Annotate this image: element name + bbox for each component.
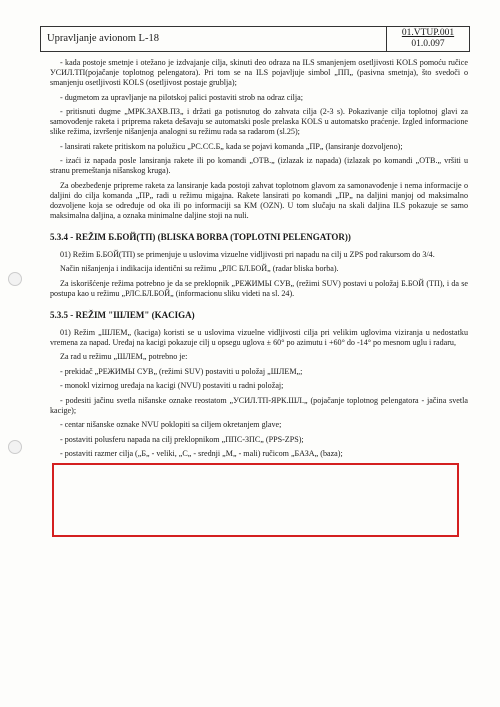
paragraph: - pritisnuti dugme „МРК.ЗАХВ.ПЗ„ i držati ga potisnutog do zahvata cilja (2-3 s). Pokazivanje cilja toplotnoj glavi za samovođenje raketa i priprema raketa dešavaju se automatski posle prelaska KOLS u automatsko praćenje. Izgled informacione slike režima, izvršenje nišanjenja analogni su režimu rada sa radarom (sl.25);: [50, 107, 468, 136]
paragraph: - prekidač „РЕЖИМЫ СУВ„ (režimi SUV) postaviti u položaj „ШЛЕМ„;: [60, 366, 303, 376]
paragraph: 01) Režim Б.БОЙ(ТП) se primenjuje u uslovima vizuelne vidljivosti pri napadu na cilj u ZPS pod rakursom do 3/4.: [60, 249, 435, 259]
paragraph: Način nišanjenja i indikacija identični su režimu „РЛС БЛ.БОЙ„ (radar bliska borba).: [60, 264, 339, 273]
page-header: [40, 26, 470, 52]
document-title: Upravljanje avionom L-18: [47, 33, 159, 44]
punch-hole: [8, 440, 22, 454]
paragraph: Za rad u režimu „ШЛЕМ„ potrebno je:: [60, 352, 188, 361]
section-heading: 5.3.4 - REŽIM Б.БОЙ(ТП) (BLISKA BORBA (TOPLOTNI PELENGATOR)): [50, 231, 351, 242]
paragraph: Za iskorišćenje režima potrebno je da se preklopnik „РЕЖИМЫ СУВ„ (režimi SUV) postavi u položaj Б.БОЙ (ТП), i da se postupa kao u režimu „РЛС.БЛ.БОЙ„ (informacionu sliku videti na sl. 24).: [50, 278, 468, 298]
paragraph: - postaviti polusferu napada na cilj preklopnikom „ППС-ЗПС„ (PPS-ZPS);: [60, 434, 304, 444]
paragraph: - podesiti jačinu svetla nišanske oznake reostatom „УСИЛ.ТП-ЯРК.ШЛ.„ (pojačanje toplotnog pelengatora - jačina svetla kacige);: [50, 395, 468, 415]
punch-hole: [8, 272, 22, 286]
paragraph: 01) Režim „ШЛЕМ„ (kaciga) koristi se u uslovima vizuelne vidljivosti cilja pri velikim uglovima viziranja u nedostatku vremena za napad. Uređaj na kacigi pokazuje cilj u opsegu uglova ± 60° po azimutu i +60° do -14° po mesnom uglu i radaru,: [50, 327, 468, 347]
paragraph: - izaći iz napada posle lansiranja rakete ili po komandi „ОТВ.„ (izlazak iz napada) (izlazak po komandi „ОТВ.„ vršiti u stranu premeštanja nišanskog kruga).: [50, 156, 468, 175]
paragraph: - postaviti razmer cilja („Б„ - veliki, „С„ - srednji „М„ - mali) ručicom „БАЗА„ (baza);: [60, 449, 343, 458]
paragraph: - centar nišanske oznake NVU poklopiti sa ciljem okretanjem glave;: [60, 420, 282, 429]
document-code-line2: 01.0.097: [411, 39, 445, 49]
paragraph: Za obezbeđenje pripreme raketa za lansiranje kada postoji zahvat toplotnom glavom za samonavođenje i nema informacije o daljini do cilja komanda „ПР„ radi u režimu migajna. Rakete lansirati po komandi „ПР„ na daljini manjoj od maksimalno dozvoljene koja se određuje od oka ili po informaciji sa KM (OZN). U tom slučaju na skali daljina ILS pokazuje se samo maksimalna daljina, a oznaka minimalne daljine stoji na nuli.: [50, 180, 468, 220]
paragraph: - kada postoje smetnje i otežano je izdvajanje cilja, skinuti deo odraza na ILS smanjenjem osetljivosti KOLS pomoću ručice УСИЛ.ТП(pojačanje toplotnog pelengatora). Pri tom se na ILS pojavljuje simbol „ПП„ (pasivna smetnja), što svedoči o smanjenju osetljivosti KOLS (osetljivost postaje grublja);: [50, 58, 468, 87]
document-code: [386, 27, 469, 51]
paragraph: - dugmetom za upravljanje na pilotskoj palici postaviti strob na odraz cilja;: [60, 92, 303, 102]
paragraph: - monokl vizirnog uređaja na kacigi (NVU) postaviti u radni položaj;: [60, 381, 284, 390]
section-heading: 5.3.5 - REŽIM "ШЛЕМ" (KACIGA): [50, 309, 195, 320]
paragraph: - lansirati rakete pritiskom na polužicu „РС.СС.Б„ kada se pojavi komanda „ПР„ (lansiranje dozvoljeno);: [60, 141, 403, 151]
document-code-line1: 01.VTUP.001: [401, 28, 455, 38]
document-body: [50, 58, 468, 464]
highlight-box: [52, 463, 459, 537]
